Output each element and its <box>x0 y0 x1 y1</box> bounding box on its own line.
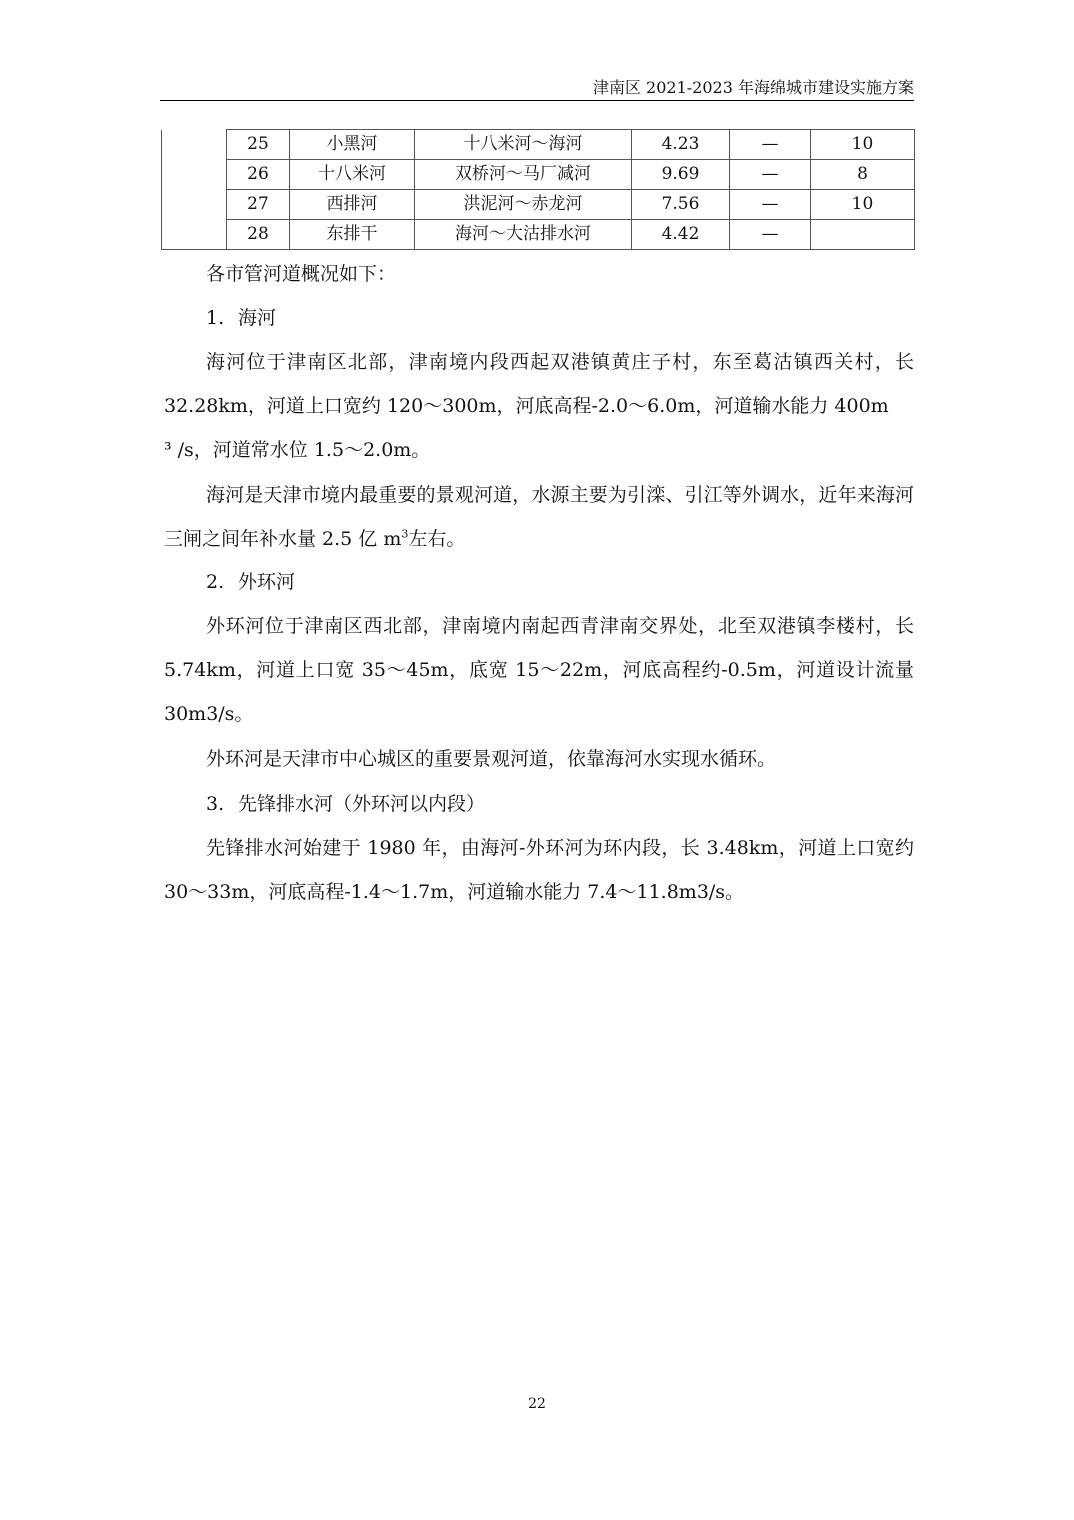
section-number: 1. <box>206 307 225 329</box>
cell-range: 十八米河～海河 <box>415 130 632 160</box>
paragraph-haihe-location <box>164 340 914 472</box>
section-title: 先锋排水河（外环河以内段） <box>238 793 486 815</box>
section-title: 外环河 <box>238 571 296 593</box>
cell-col5: — <box>730 130 811 160</box>
section-number: 2. <box>206 571 225 593</box>
cell-col6: 10 <box>811 190 915 220</box>
cell-no: 26 <box>227 160 290 190</box>
cell-river-name: 小黑河 <box>290 130 415 160</box>
cell-col6: 10 <box>811 130 915 160</box>
paragraph-waihuanhe-location: 外环河位于津南区西北部，津南境内南起西青津南交界处，北至双港镇李楼村，长 5.74km，河道上口宽 35～45m，底宽 15～22m，河底高程约-0.5m，河道设计流量 30m3/s。 <box>164 615 914 725</box>
paragraph-text-continued: ³ /s，河道常水位 1.5～2.0m。 <box>164 439 431 461</box>
superscript: 3 <box>401 527 409 541</box>
cell-no: 27 <box>227 190 290 220</box>
river-table <box>161 129 915 250</box>
table-row <box>162 220 915 250</box>
cell-range: 洪泥河～赤龙河 <box>415 190 632 220</box>
cell-river-name: 西排河 <box>290 190 415 220</box>
cell-river-name: 东排干 <box>290 220 415 250</box>
cell-river-name: 十八米河 <box>290 160 415 190</box>
cell-length: 9.69 <box>632 160 730 190</box>
paragraph-xianfeng: 先锋排水河始建于 1980 年，由海河-外环河为环内段，长 3.48km，河道上口宽约 30～33m，河底高程-1.4～1.7m，河道输水能力 7.4～11.8m3/s。 <box>164 837 914 903</box>
cell-col5: — <box>730 190 811 220</box>
paragraph-waihuanhe-landscape: 外环河是天津市中心城区的重要景观河道，依靠海河水实现水循环。 <box>206 748 777 770</box>
paragraph-haihe-landscape <box>164 473 914 561</box>
paragraph-text: 海河是天津市境内最重要的景观河道，水源主要为引滦、引江等外调水，近年来海河三闸之间年补水量 2.5 亿 m <box>164 484 914 550</box>
cell-no: 28 <box>227 220 290 250</box>
cell-no: 25 <box>227 130 290 160</box>
cell-col5: — <box>730 220 811 250</box>
header-rule <box>160 100 914 101</box>
cell-col5: — <box>730 160 811 190</box>
cell-col6: 8 <box>811 160 915 190</box>
table-merged-cell <box>162 130 227 250</box>
paragraph-text: 海河位于津南区北部，津南境内段西起双港镇黄庄子村，东至葛沽镇西关村，长 32.28km，河道上口宽约 120～300m，河底高程-2.0～6.0m，河道输水能力 400m <box>164 351 914 417</box>
table-row <box>162 130 915 160</box>
cell-length: 7.56 <box>632 190 730 220</box>
section-title: 海河 <box>238 307 277 329</box>
section-heading-1 <box>206 296 276 340</box>
section-number: 3. <box>206 793 225 815</box>
cell-length: 4.23 <box>632 130 730 160</box>
page-header-title: 津南区 2021-2023 年海绵城市建设实施方案 <box>592 78 914 97</box>
page-number: 22 <box>528 1396 546 1412</box>
cell-col6 <box>811 220 915 250</box>
paragraph-text-continued: 左右。 <box>408 528 466 550</box>
cell-range: 海河～大沽排水河 <box>415 220 632 250</box>
section-heading-3 <box>206 782 485 826</box>
cell-length: 4.42 <box>632 220 730 250</box>
cell-range: 双桥河～马厂减河 <box>415 160 632 190</box>
section-heading-2 <box>206 560 295 604</box>
intro-paragraph: 各市管河道概况如下： <box>206 263 397 285</box>
table-row <box>162 160 915 190</box>
table-row <box>162 190 915 220</box>
